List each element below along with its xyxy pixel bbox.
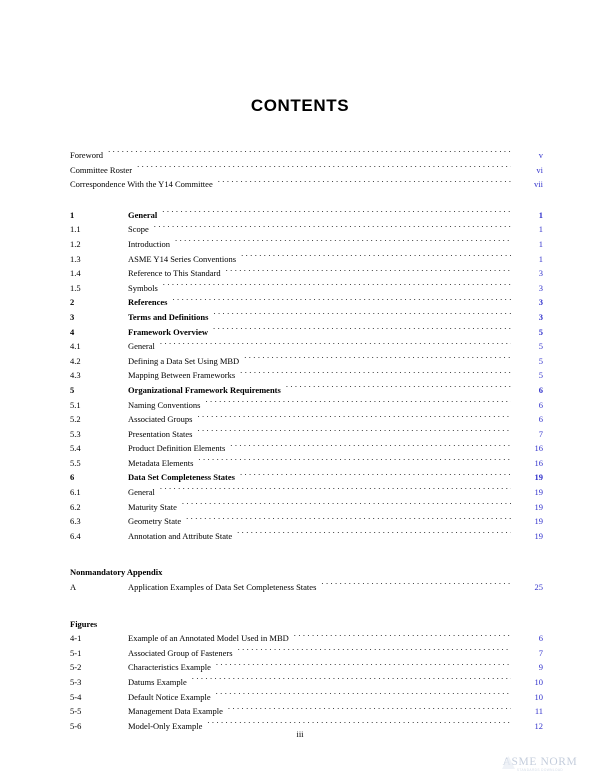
toc-entry-title: Datums Example — [128, 677, 187, 687]
toc-entry-number: 4.2 — [70, 355, 81, 366]
dot-leader — [205, 398, 511, 408]
dot-leader — [216, 660, 511, 670]
toc-row-section-6-2[interactable] — [70, 500, 543, 515]
appendix-group — [70, 565, 543, 594]
toc-entry-page[interactable]: 19 — [534, 487, 543, 498]
dot-leader — [240, 470, 511, 480]
group-spacer — [70, 543, 543, 565]
toc-entry-page[interactable]: 6 — [538, 384, 543, 395]
toc-entry-page[interactable]: 9 — [538, 662, 543, 673]
toc-entry-title: Annotation and Attribute State — [128, 530, 233, 541]
dot-leader — [160, 485, 511, 495]
toc-entry-page[interactable]: 11 — [534, 706, 543, 717]
toc-row-section-1[interactable] — [70, 208, 543, 223]
toc-entry-number: 6.4 — [70, 530, 81, 541]
toc-entry-title: Data Set Completeness States — [128, 472, 235, 483]
toc-row-section-5-5[interactable] — [70, 456, 543, 471]
dot-leader — [230, 441, 511, 451]
dot-leader — [160, 339, 511, 349]
toc-entry-number: 6.2 — [70, 501, 81, 512]
toc-entry-page[interactable]: 3 — [538, 282, 543, 293]
toc-row-committee-roster[interactable] — [70, 163, 543, 178]
toc-entry-title: Default Notice Example — [128, 691, 211, 702]
dot-leader — [173, 295, 512, 305]
toc-entry-page[interactable]: 25 — [534, 582, 543, 593]
toc-entry-title: Product Definition Elements — [128, 443, 226, 454]
asme-norm-watermark — [488, 756, 592, 773]
dot-leader — [237, 529, 511, 539]
toc-row-section-1-5[interactable] — [70, 281, 543, 296]
toc-entry-page[interactable]: 3 — [538, 311, 543, 322]
toc-row-figure-4-1[interactable] — [70, 631, 543, 646]
toc-row-section-1-3[interactable] — [70, 252, 543, 267]
toc-entry-number: 1.1 — [70, 224, 81, 235]
toc-row-section-6-3[interactable] — [70, 514, 543, 529]
dot-leader — [228, 704, 511, 714]
toc-entry-title: General — [128, 341, 155, 352]
toc-entry-title: Application Examples of Data Set Completeness States — [128, 582, 317, 593]
toc-row-section-4-1[interactable] — [70, 339, 543, 354]
toc-entry-number: 3 — [70, 311, 75, 322]
dot-leader — [137, 163, 511, 173]
toc-entry-number: 5 — [70, 384, 75, 395]
toc-entry-title: Presentation States — [128, 428, 193, 439]
toc-entry-number: 1.4 — [70, 268, 81, 279]
toc-row-section-2[interactable] — [70, 295, 543, 310]
toc-entry-number: 5-5 — [70, 706, 82, 717]
toc-entry-page[interactable]: 6 — [538, 414, 543, 425]
toc-entry-page[interactable]: 1 — [538, 253, 543, 264]
toc-entry-page[interactable]: 6 — [538, 633, 543, 644]
dot-leader — [321, 580, 511, 590]
toc-entry-number: 1.5 — [70, 282, 81, 293]
toc-entry-number: 5.5 — [70, 457, 81, 468]
toc-row-section-5-3[interactable] — [70, 427, 543, 442]
toc-entry-number: 5.2 — [70, 414, 81, 425]
toc-entry-page[interactable]: 5 — [538, 370, 543, 381]
toc-entry-number: 4 — [70, 326, 75, 337]
toc-entry-title: Organizational Framework Requirements — [128, 384, 281, 395]
toc-entry-title: General — [128, 487, 155, 498]
toc-entry-title: ASME Y14 Series Conventions — [128, 253, 237, 264]
toc-entry-number: 6.3 — [70, 516, 81, 527]
toc-entry-title: Reference to This Standard — [128, 268, 221, 279]
toc-row-appendix-a[interactable] — [70, 580, 543, 595]
toc-entry-page[interactable]: 6 — [538, 399, 543, 410]
sections-group — [70, 208, 543, 544]
dot-leader — [186, 514, 511, 524]
toc-entry-title: Introduction — [128, 238, 171, 249]
dot-leader — [108, 148, 511, 158]
toc-row-section-1-1[interactable] — [70, 222, 543, 237]
dot-leader — [213, 325, 511, 335]
dot-leader — [226, 266, 511, 276]
toc-entry-page[interactable]: 19 — [534, 501, 543, 512]
toc-entry-title: Characteristics Example — [128, 662, 211, 673]
dot-leader — [163, 281, 511, 291]
dot-leader — [162, 208, 511, 218]
toc-row-section-6[interactable] — [70, 470, 543, 485]
toc-entry-page[interactable]: 19 — [534, 516, 543, 527]
toc-row-figure-5-2[interactable] — [70, 660, 543, 675]
dot-leader — [198, 456, 511, 466]
toc-entry-title: Management Data Example — [128, 706, 223, 717]
dot-leader — [154, 222, 511, 232]
dot-leader — [175, 237, 511, 247]
table-of-contents — [70, 148, 543, 733]
dot-leader — [241, 252, 511, 262]
figures-group — [70, 617, 543, 734]
dot-leader — [244, 354, 511, 364]
toc-entry-title: Naming Conventions — [128, 399, 201, 410]
toc-entry-page[interactable]: 19 — [534, 530, 543, 541]
dot-leader — [182, 500, 511, 510]
toc-row-figure-5-1[interactable] — [70, 646, 543, 661]
toc-entry-title: Maturity State — [128, 501, 177, 512]
figures-heading: Figures — [70, 618, 98, 629]
toc-entry-page[interactable]: 7 — [538, 647, 543, 658]
toc-entry-title: References — [128, 297, 168, 308]
toc-entry-title: Defining a Data Set Using MBD — [128, 355, 240, 366]
watermark-subtitle: STANDARDS DOWNLOAD — [516, 768, 564, 772]
toc-entry-page[interactable]: 5 — [538, 355, 543, 366]
toc-entry-page[interactable]: 10 — [534, 691, 543, 702]
toc-entry-title: Model-Only Example — [128, 720, 203, 731]
toc-entry-number: 1.3 — [70, 253, 81, 264]
toc-row-section-5-4[interactable] — [70, 441, 543, 456]
dot-leader — [207, 719, 511, 729]
toc-entry-title: Metadata Elements — [128, 457, 194, 468]
toc-entry-number: 2 — [70, 297, 75, 308]
front-matter-group — [70, 148, 543, 192]
dot-leader — [294, 631, 511, 641]
toc-entry-number: 5-4 — [70, 691, 82, 702]
toc-entry-number: 4-1 — [70, 633, 82, 644]
toc-entry-title: Mapping Between Frameworks — [128, 370, 236, 381]
toc-entry-number: 5.3 — [70, 428, 81, 439]
toc-entry-number: A — [70, 582, 77, 593]
toc-entry-page[interactable]: 5 — [538, 326, 543, 337]
toc-entry-page[interactable]: vii — [534, 179, 543, 190]
toc-entry-title: Correspondence With the Y14 Committee — [70, 179, 213, 190]
toc-row-figure-5-5[interactable] — [70, 704, 543, 719]
toc-entry-page[interactable]: 19 — [534, 472, 543, 483]
toc-entry-title: Example of an Annotated Model Used in MBD — [128, 633, 289, 644]
toc-entry-title: Scope — [128, 224, 149, 235]
toc-row-section-5-1[interactable] — [70, 398, 543, 413]
toc-row-section-4[interactable] — [70, 325, 543, 340]
toc-row-section-6-4[interactable] — [70, 529, 543, 544]
toc-entry-number: 5.4 — [70, 443, 81, 454]
toc-entry-page[interactable]: 16 — [534, 457, 543, 468]
dot-leader — [197, 412, 511, 422]
toc-entry-page[interactable]: 1 — [538, 238, 543, 249]
toc-entry-title: General — [128, 209, 158, 220]
toc-entry-page[interactable]: 1 — [538, 224, 543, 235]
dot-leader — [213, 310, 511, 320]
toc-entry-title: Framework Overview — [128, 326, 209, 337]
toc-entry-number: 5.1 — [70, 399, 81, 410]
toc-row-section-1-4[interactable] — [70, 266, 543, 281]
toc-row-section-5[interactable] — [70, 383, 543, 398]
toc-entry-title: Symbols — [128, 282, 158, 293]
dot-leader — [238, 646, 511, 656]
toc-row-section-3[interactable] — [70, 310, 543, 325]
group-spacer — [70, 595, 543, 617]
toc-row-section-6-1[interactable] — [70, 485, 543, 500]
toc-row-figure-5-3[interactable] — [70, 675, 543, 690]
toc-row-section-5-2[interactable] — [70, 412, 543, 427]
toc-entry-number: 1.2 — [70, 238, 81, 249]
toc-entry-page[interactable]: 10 — [534, 677, 543, 687]
toc-entry-page[interactable]: 3 — [538, 268, 543, 279]
toc-entry-page[interactable]: 12 — [534, 720, 543, 731]
toc-entry-title: Geometry State — [128, 516, 182, 527]
toc-entry-number: 5-3 — [70, 677, 82, 687]
toc-entry-number: 6.1 — [70, 487, 81, 498]
toc-entry-number: 4.3 — [70, 370, 81, 381]
toc-entry-title: Associated Group of Fasteners — [128, 647, 233, 658]
toc-entry-number: 6 — [70, 472, 75, 483]
dot-leader — [192, 675, 511, 685]
dot-leader — [240, 368, 511, 378]
group-spacer — [70, 192, 543, 208]
toc-entry-number: 5-6 — [70, 720, 82, 731]
toc-entry-page[interactable]: 7 — [538, 428, 543, 439]
toc-row-section-4-2[interactable] — [70, 354, 543, 369]
toc-entry-title: Associated Groups — [128, 414, 193, 425]
toc-entry-page[interactable]: 3 — [538, 297, 543, 308]
toc-entry-page[interactable]: 5 — [538, 341, 543, 352]
toc-entry-number: 1 — [70, 209, 75, 220]
toc-row-section-1-2[interactable] — [70, 237, 543, 252]
toc-entry-title: Terms and Definitions — [128, 311, 209, 322]
toc-row-correspondence[interactable] — [70, 177, 543, 192]
dot-leader — [286, 383, 511, 393]
dot-leader — [197, 427, 511, 437]
toc-entry-title: Foreword — [70, 150, 104, 160]
toc-entry-title: Committee Roster — [70, 164, 133, 175]
dot-leader — [216, 690, 511, 700]
toc-entry-page[interactable]: v — [538, 150, 543, 160]
toc-entry-page[interactable]: vi — [536, 164, 543, 175]
toc-entry-page[interactable]: 1 — [538, 209, 543, 220]
toc-entry-number: 5-2 — [70, 662, 82, 673]
page-folio: iii — [296, 729, 304, 739]
toc-entry-number: 5-1 — [70, 647, 82, 658]
appendix-heading: Nonmandatory Appendix — [70, 567, 163, 578]
toc-row-section-4-3[interactable] — [70, 368, 543, 383]
toc-entry-page[interactable]: 16 — [534, 443, 543, 454]
dot-leader — [218, 177, 511, 187]
toc-row-foreword[interactable] — [70, 148, 543, 163]
page-title: CONTENTS — [250, 96, 350, 115]
toc-entry-number: 4.1 — [70, 341, 81, 352]
watermark-title: ASME NORM — [502, 756, 578, 768]
toc-row-figure-5-4[interactable] — [70, 690, 543, 705]
